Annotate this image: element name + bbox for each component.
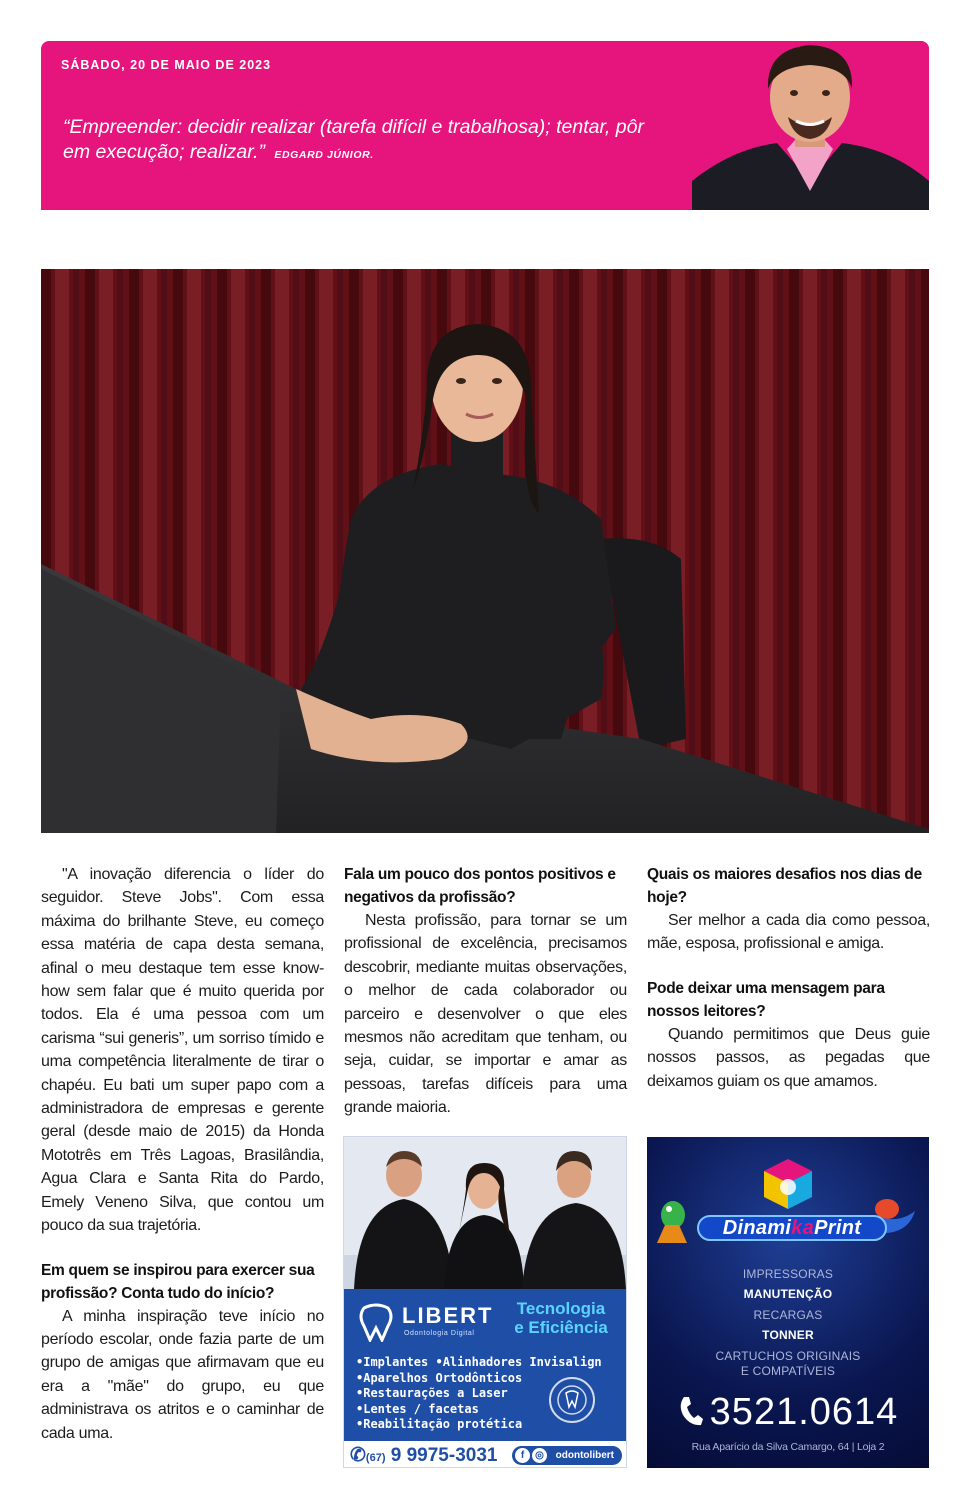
libert-brand: LIBERT xyxy=(402,1303,494,1328)
dinamika-service: TONNER xyxy=(762,1327,814,1342)
dinamika-print-ad[interactable] xyxy=(647,1137,929,1468)
columnist-photo xyxy=(692,41,929,210)
article-column-3 xyxy=(647,863,930,1093)
dinamika-wordmark xyxy=(697,1215,887,1241)
libert-tagline xyxy=(501,1299,621,1337)
instagram-icon: ◎ xyxy=(532,1448,547,1463)
libert-contact-footer xyxy=(344,1441,627,1468)
libert-service-item: •Implantes •Alinhadores Invisalign xyxy=(356,1355,602,1369)
facebook-icon: f xyxy=(515,1448,530,1463)
libert-phone[interactable] xyxy=(350,1444,497,1467)
libert-service-item: •Restaurações a Laser xyxy=(356,1386,508,1401)
dinamika-address: Rua Aparício da Silva Camargo, 64 | Loja 2 xyxy=(691,1441,885,1453)
whatsapp-icon: ✆ xyxy=(350,1445,366,1466)
libert-team-photo xyxy=(344,1137,627,1289)
question-pros-cons: Fala um pouco dos pontos positivos e negativos da profissão? xyxy=(344,866,616,906)
libert-service-item: •Reabilitação protética xyxy=(356,1417,523,1432)
libert-tagline-line2: e Eficiência xyxy=(514,1318,608,1337)
question-inspiration: Em quem se inspirou para exercer sua profissão? Conta tudo do início? xyxy=(41,1261,315,1302)
header-banner xyxy=(41,41,929,210)
libert-tooth-logo-icon xyxy=(358,1302,394,1342)
dinamika-phone-number: 3521.0614 xyxy=(709,1391,899,1433)
libert-tagline-line1: Tecnologia xyxy=(516,1299,606,1318)
question-challenges: Quais os maiores desafios nos dias de hoje? xyxy=(647,866,922,906)
answer-message: Quando permitimos que Deus guie nossos passos, as pegadas que deixamos guiam os que amamos. xyxy=(647,1025,930,1090)
libert-seal-icon xyxy=(547,1375,597,1425)
article-intro: "A inovação diferencia o líder do seguidor. Steve Jobs". Com essa máxima do brilhante Steve, eu começo essa matéria de capa desta semana, afinal o meu destaque tem esse know-how sem falar que é muito querida por todos. Ela é uma pessoa com um carisma “sui generis”, um sorriso tímido e uma competência literalmente de tirar o chapéu. Eu bati um super papo com a administradora de empresas e gerente geral (desde maio de 2015) da Honda Mototrês em Três Lagoas, Brasilândia, Agua Clara e Santa Rita do Pardo, Emely Veneno Silva, que contou um pouco da sua trajetória. xyxy=(41,866,324,1235)
dinamika-brand-part1: Dinami xyxy=(722,1217,792,1239)
quote-text: “Empreender: decidir realizar (tarefa difícil e trabalhosa); tentar, pôr em execução; realizar.” xyxy=(63,116,644,163)
libert-social-text: odontolibert xyxy=(555,1450,614,1461)
quote-author: EDGARD JÚNIOR. xyxy=(274,149,374,161)
libert-social-handle[interactable] xyxy=(512,1446,622,1465)
libert-phone-number: 9 9975-3031 xyxy=(390,1445,498,1466)
main-photo xyxy=(41,269,929,833)
answer-challenges: Ser melhor a cada dia como pessoa, mãe, esposa, profissional e amiga. xyxy=(647,912,930,953)
dinamika-service: IMPRESSORAS xyxy=(742,1267,834,1281)
article-column-2 xyxy=(344,863,627,1120)
article-column-1 xyxy=(41,863,324,1445)
dinamika-service: CARTUCHOS ORIGINAIS xyxy=(715,1349,861,1364)
dinamika-logo-art xyxy=(647,1145,929,1265)
answer-inspiration: A minha inspiração teve início no período escolar, onde fazia parte de um grupo de amigas que afirmavam que eu era a "mãe" do grupo, eu que administrava os atritos e o caminhar de cada uma. xyxy=(41,1307,324,1442)
dinamika-service: E COMPATÍVEIS xyxy=(740,1363,836,1378)
dinamika-service: MANUTENÇÃO xyxy=(743,1287,833,1302)
dinamika-brand-part3: Print xyxy=(814,1217,862,1239)
question-message: Pode deixar uma mensagem para nossos leitores? xyxy=(647,979,885,1020)
header-quote xyxy=(63,115,673,168)
phone-icon xyxy=(678,1395,704,1427)
answer-pros-cons: Nesta profissão, para tornar se um profissional de excelência, precisamos descobrir, mediante muitas observações, o melhor de cada colaborador ou parceiro e desenvolver o que eles mesmos não acreditam que tenham, ou seja, cuidar, se importar e amar as pessoas, tarefas difíceis para uma grande maioria. xyxy=(344,912,627,1117)
libert-service-item: •Lentes / facetas xyxy=(356,1401,479,1416)
dinamika-services xyxy=(647,1264,929,1378)
libert-service-item: •Aparelhos Ortodônticos xyxy=(356,1370,523,1385)
libert-phone-ddd: (67) xyxy=(365,1452,386,1464)
publication-date: SÁBADO, 20 DE MAIO DE 2023 xyxy=(61,58,272,72)
libert-brand-sub: Odontologia Digital xyxy=(404,1330,475,1337)
dinamika-service: RECARGAS xyxy=(753,1307,823,1322)
dinamika-brand-part2: ka xyxy=(791,1217,815,1239)
dinamika-phone[interactable] xyxy=(647,1391,929,1434)
libert-ad[interactable] xyxy=(343,1136,627,1468)
